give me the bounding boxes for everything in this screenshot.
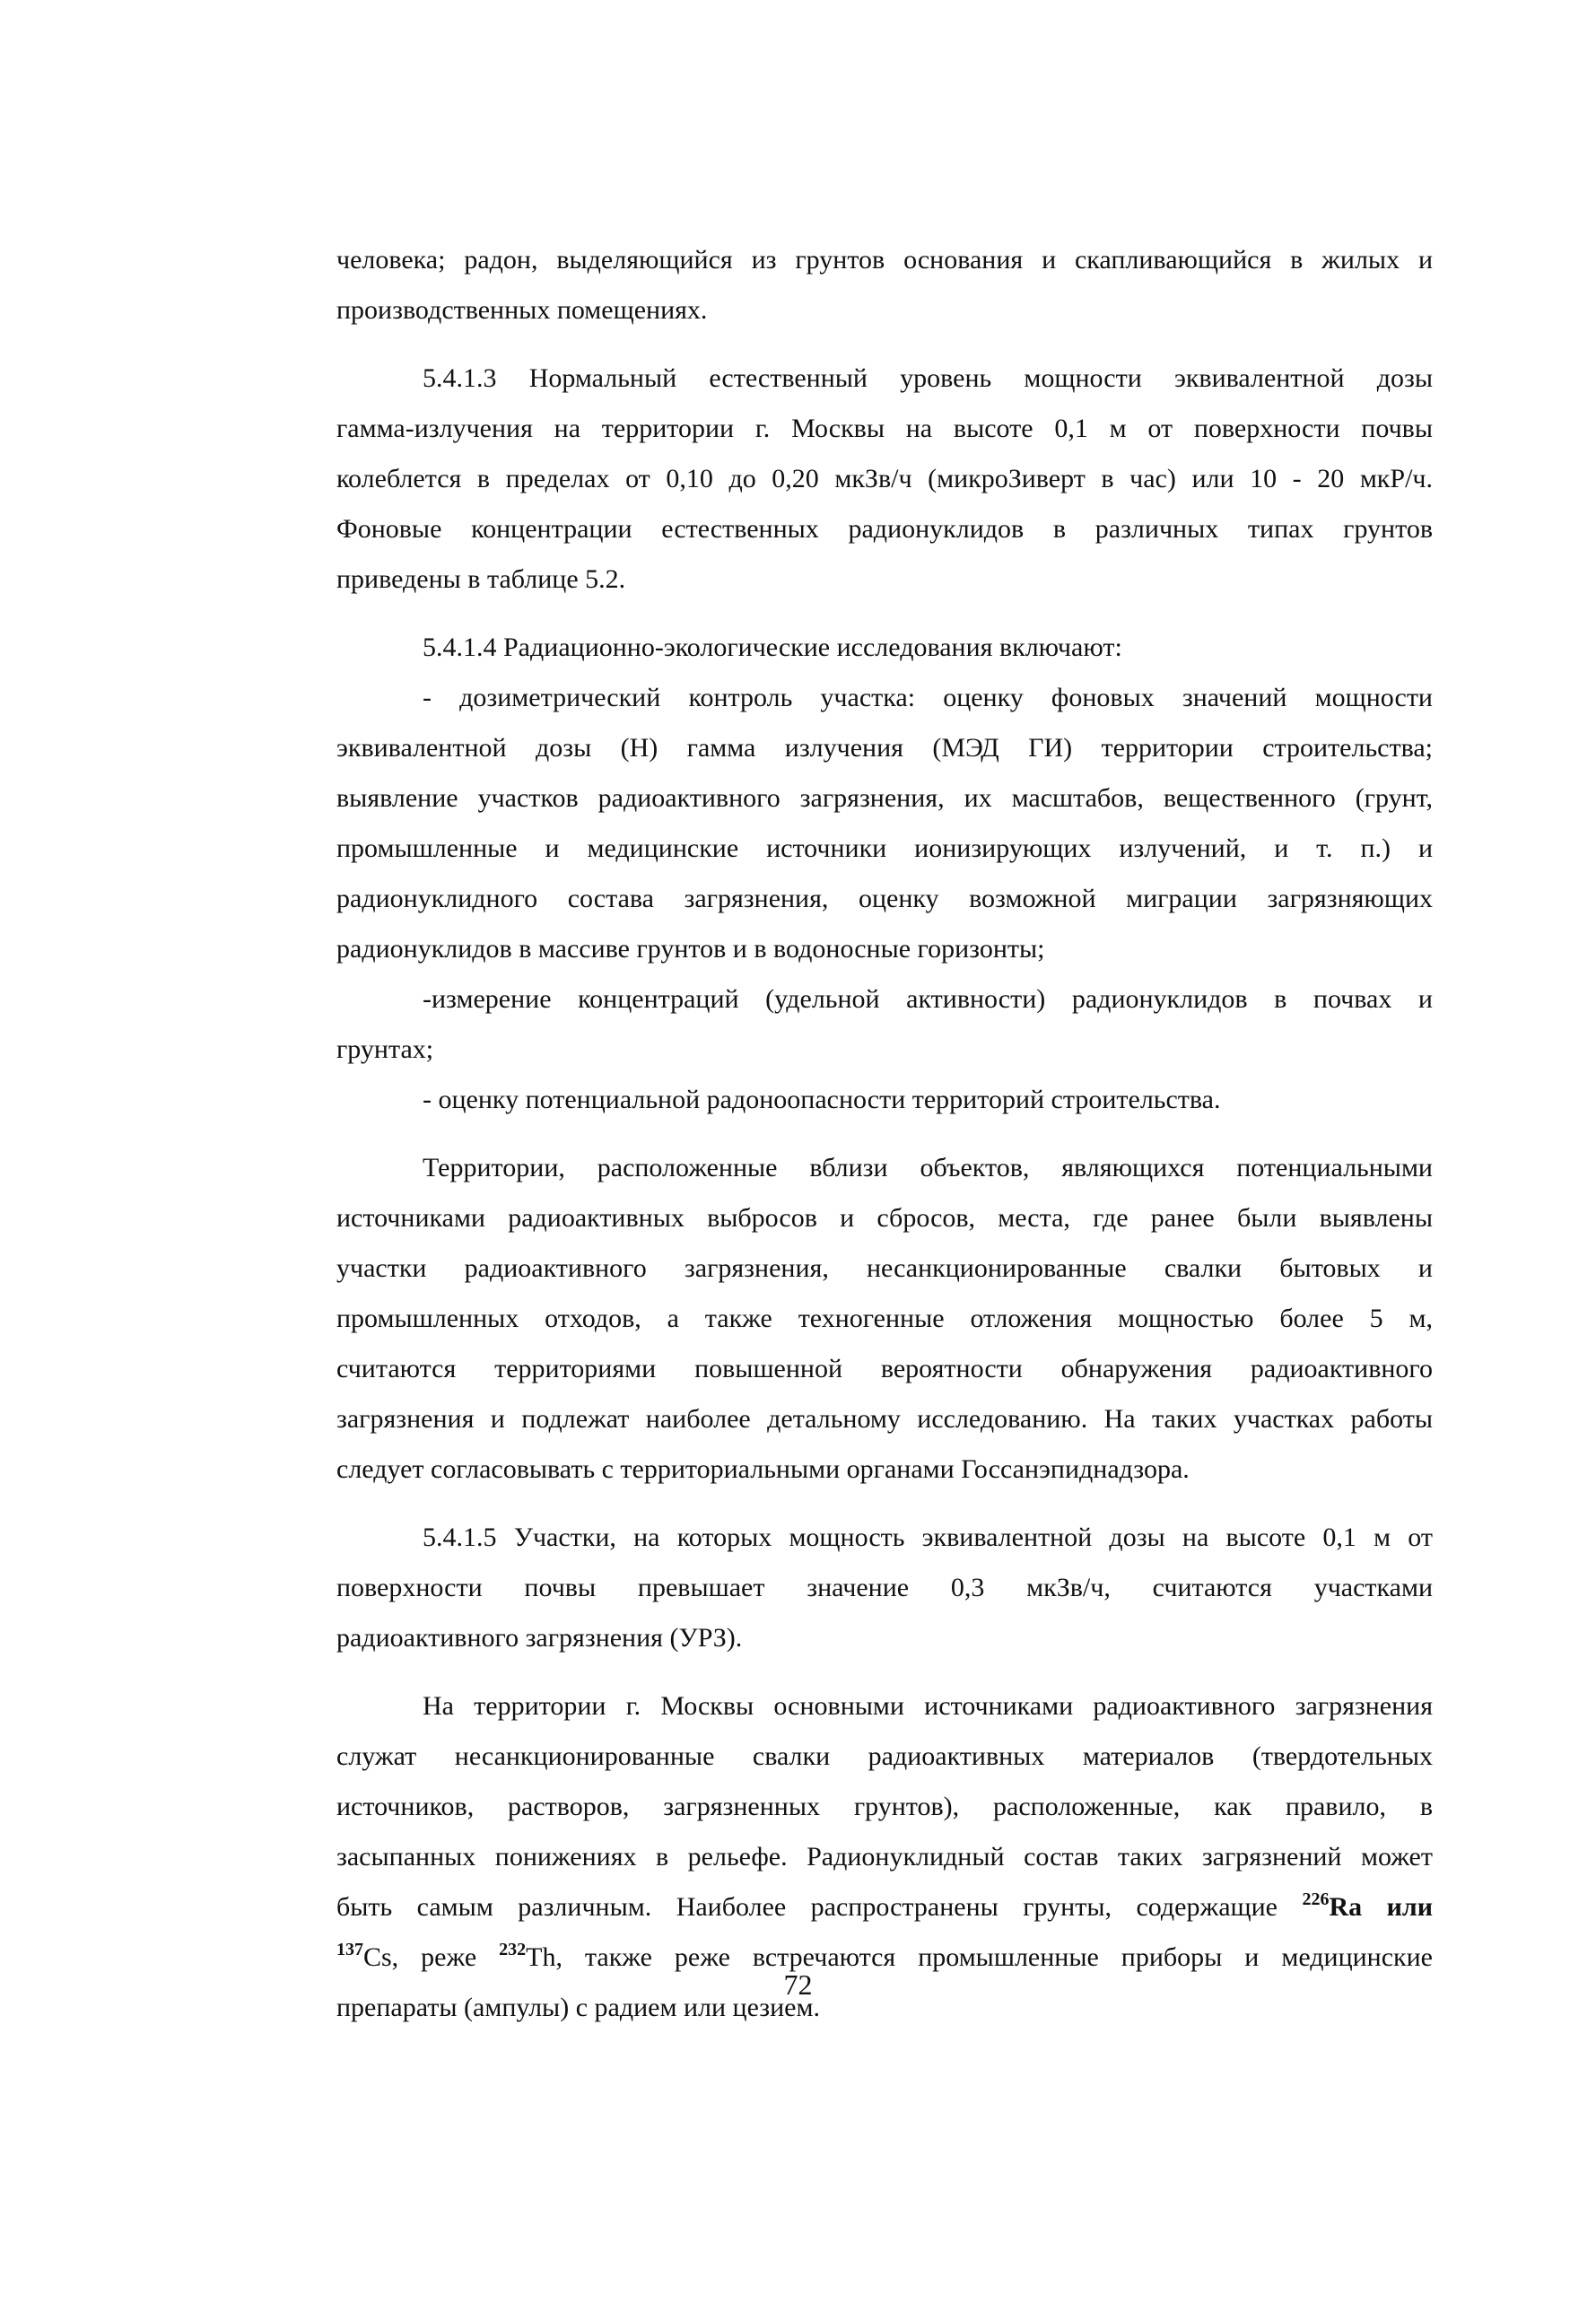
text-line: засыпанных понижениях в рельефе. Радионуклидный состав таких загрязнений может xyxy=(336,1842,1433,1872)
isotope-symbol-and-text: Ra или xyxy=(1329,1892,1433,1922)
text-line: эквивалентной дозы (Н) гамма излучения (МЭД ГИ) территории строительства; xyxy=(336,733,1433,763)
text-line xyxy=(336,1882,1433,1933)
text-line: промышленных отходов, а также техногенные отложения мощностью более 5 м, xyxy=(336,1304,1433,1333)
text-line: 5.4.1.4 Радиационно-экологические исследования включают: xyxy=(423,633,1122,662)
text-line: Территории, расположенные вблизи объектов, являющихся потенциальными xyxy=(423,1153,1433,1182)
list-item xyxy=(336,673,1433,974)
text-line: источниками радиоактивных выбросов и сбросов, места, где ранее были выявлены xyxy=(336,1203,1433,1233)
text-line: препараты (ампулы) с радием или цезием. xyxy=(336,1993,820,2022)
text-line: гамма-излучения на территории г. Москвы на высоте 0,1 м от поверхности почвы xyxy=(336,414,1433,443)
text-line: грунтах; xyxy=(336,1034,434,1064)
list-item xyxy=(336,1075,1433,1125)
text-line: радиоактивного загрязнения (УРЗ). xyxy=(336,1623,743,1653)
page-number: 72 xyxy=(783,1968,813,2001)
paragraph-5-4-1-4 xyxy=(336,623,1433,673)
text-line: служат несанкционированные свалки радиоактивных материалов (твердотельных xyxy=(336,1741,1433,1771)
text-line: - оценку потенциальной радоноопасности территорий строительства. xyxy=(423,1085,1221,1114)
text-fragment: Cs, реже xyxy=(363,1942,477,1972)
text-line: колеблется в пределах от 0,10 до 0,20 мкЗв/ч (микроЗиверт в час) или 10 - 20 мкР/ч. xyxy=(336,464,1433,493)
text-line: На территории г. Москвы основными источниками радиоактивного загрязнения xyxy=(423,1691,1433,1721)
text-line: выявление участков радиоактивного загрязнения, их масштабов, вещественного (грунт, xyxy=(336,783,1433,813)
text-fragment: Th, также реже встречаются промышленные приборы и медицинские xyxy=(526,1942,1433,1972)
text-line: Фоновые концентрации естественных радионуклидов в различных типах грунтов xyxy=(336,514,1433,544)
text-line: участки радиоактивного загрязнения, несанкционированные свалки бытовых и xyxy=(336,1253,1433,1283)
paragraph xyxy=(336,1143,1433,1495)
text-line: 5.4.1.5 Участки, на которых мощность эквивалентной дозы на высоте 0,1 м от xyxy=(423,1523,1433,1552)
text-line: источников, растворов, загрязненных грунтов), расположенные, как правило, в xyxy=(336,1792,1433,1821)
text-line: следует согласовывать с территориальными органами Госсанэпиднадзора. xyxy=(336,1454,1190,1484)
text-line: загрязнения и подлежат наиболее детальному исследованию. На таких участках работы xyxy=(336,1404,1433,1434)
isotope-mass-number: 137 xyxy=(336,1940,363,1959)
text-line: - дозиметрический контроль участка: оценку фоновых значений мощности xyxy=(423,683,1433,712)
text-line: радионуклидов в массиве грунтов и в водоносные горизонты; xyxy=(336,934,1045,964)
document-page xyxy=(336,235,1433,2033)
paragraph-5-4-1-5 xyxy=(336,1513,1433,1663)
text-line: человека; радон, выделяющийся из грунтов основания и скапливающийся в жилых и xyxy=(336,245,1433,275)
text-line: приведены в таблице 5.2. xyxy=(336,564,626,594)
text-fragment: быть самым различным. Наиболее распространены грунты, содержащие xyxy=(336,1892,1278,1922)
text-line: радионуклидного состава загрязнения, оценку возможной миграции загрязняющих xyxy=(336,884,1433,913)
paragraph-5-4-1-3 xyxy=(336,353,1433,605)
paragraph xyxy=(336,235,1433,336)
text-line: 5.4.1.3 Нормальный естественный уровень мощности эквивалентной дозы xyxy=(423,363,1433,393)
isotope-mass-number: 226 xyxy=(1302,1889,1330,1909)
text-line: промышленные и медицинские источники ионизирующих излучений, и т. п.) и xyxy=(336,833,1433,863)
text-line: считаются территориями повышенной вероятности обнаружения радиоактивного xyxy=(336,1354,1433,1383)
isotope-mass-number: 232 xyxy=(499,1940,527,1959)
text-line: производственных помещениях. xyxy=(336,295,708,325)
list-item xyxy=(336,974,1433,1075)
isotope-ra-226 xyxy=(1302,1889,1433,1922)
text-line: -измерение концентраций (удельной активности) радионуклидов в почвах и xyxy=(423,984,1433,1014)
text-line: поверхности почвы превышает значение 0,3 мкЗв/ч, считаются участками xyxy=(336,1573,1433,1602)
